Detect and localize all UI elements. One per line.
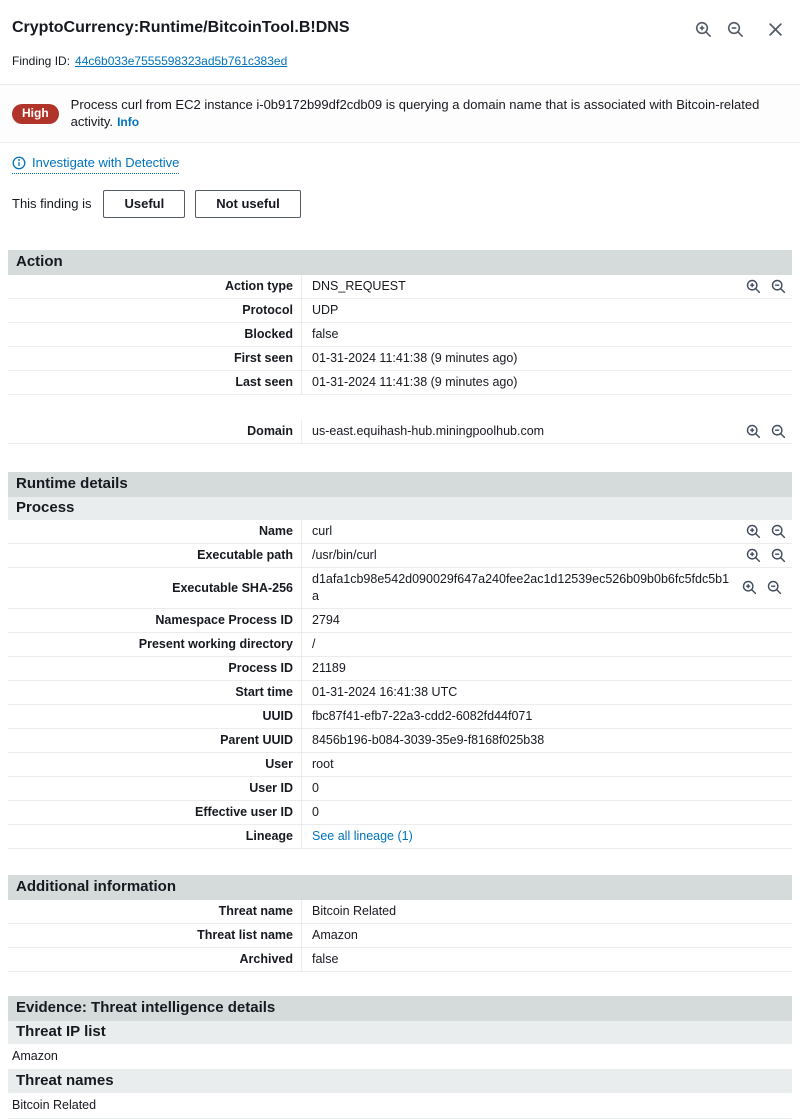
zoom-out-icon: [771, 279, 786, 294]
additional-information-header: Additional information: [8, 875, 792, 900]
zoom-out-icon: [771, 424, 786, 439]
action-section: [8, 250, 792, 444]
row-label: Name: [8, 520, 302, 543]
info-link[interactable]: Info: [117, 115, 140, 129]
row-icon-group: [746, 524, 792, 539]
row-label: UUID: [8, 705, 302, 728]
finding-description-text: Process curl from EC2 instance i-0b9172b99df2cdb09 is querying a domain name that is associated with Bitcoin-related activity.: [70, 97, 760, 129]
table-row: [8, 777, 792, 801]
zoom-in-icon: [746, 424, 761, 439]
table-row: [8, 900, 792, 924]
table-row: [8, 347, 792, 371]
not-useful-button[interactable]: Not useful: [195, 190, 301, 218]
table-row: [8, 520, 792, 544]
table-row: [8, 948, 792, 972]
finding-id-row: [12, 54, 788, 68]
row-label: Action type: [8, 275, 302, 298]
row-value: /usr/bin/curl: [312, 547, 377, 562]
row-label: Domain: [8, 420, 302, 443]
row-value: 01-31-2024 16:41:38 UTC: [312, 684, 458, 699]
row-label: Blocked: [8, 323, 302, 346]
additional-information-section: [8, 875, 792, 972]
row-value: 0: [312, 804, 319, 819]
close-button[interactable]: [766, 20, 784, 38]
zoom-in-icon: [746, 279, 761, 294]
table-row: [8, 609, 792, 633]
row-value: false: [312, 951, 339, 966]
row-value: Bitcoin Related: [312, 903, 397, 918]
panel-header: [0, 0, 800, 68]
row-label: Process ID: [8, 657, 302, 680]
table-row: [8, 275, 792, 299]
zoom-in-button[interactable]: [746, 279, 761, 294]
table-row: [8, 323, 792, 347]
row-value: UDP: [312, 302, 339, 317]
row-spacer: [8, 395, 792, 420]
row-label: Present working directory: [8, 633, 302, 656]
zoom-in-button[interactable]: [746, 524, 761, 539]
row-label: Executable path: [8, 544, 302, 567]
row-value: DNS_REQUEST: [312, 278, 406, 293]
row-label: Last seen: [8, 371, 302, 394]
zoom-out-button[interactable]: [726, 20, 744, 38]
finding-description: [71, 96, 788, 131]
zoom-out-icon: [767, 580, 782, 595]
table-row: [8, 705, 792, 729]
row-value: fbc87f41-efb7-22a3-cdd2-6082fd44f071: [312, 708, 533, 723]
threat-names-header: Threat names: [8, 1070, 792, 1093]
lineage-link[interactable]: See all lineage (1): [312, 828, 413, 843]
table-row: [8, 544, 792, 568]
investigate-row: [12, 155, 788, 175]
row-value: us-east.equihash-hub.miningpoolhub.com: [312, 423, 545, 438]
feedback-label: This finding is: [12, 196, 92, 211]
row-label: User ID: [8, 777, 302, 800]
runtime-details-section: [8, 472, 792, 849]
useful-button[interactable]: Useful: [103, 190, 185, 218]
row-label: Threat name: [8, 900, 302, 923]
row-label: First seen: [8, 347, 302, 370]
row-value: 0: [312, 780, 319, 795]
zoom-out-button[interactable]: [771, 524, 786, 539]
finding-id-link[interactable]: 44c6b033e7555598323ad5b761c383ed: [75, 54, 288, 68]
domain-rows: [8, 420, 792, 444]
feedback-row: [12, 190, 788, 218]
investigate-with-detective-link[interactable]: [12, 155, 179, 174]
zoom-out-button[interactable]: [771, 424, 786, 439]
row-icon-group: [746, 424, 792, 439]
row-icon-group: [742, 580, 788, 595]
row-value: d1afa1cb98e542d090029f647a240fee2ac1d12539ec526b09b0b6fc5fdc5b1a: [312, 571, 730, 603]
zoom-out-icon: [771, 524, 786, 539]
table-row: [8, 633, 792, 657]
page-title: CryptoCurrency:Runtime/BitcoinTool.B!DNS: [12, 19, 350, 36]
zoom-out-icon: [727, 21, 744, 38]
zoom-in-icon: [746, 548, 761, 563]
table-row: [8, 299, 792, 323]
table-row: [8, 924, 792, 948]
row-icon-group: [746, 279, 792, 294]
table-row: [8, 825, 792, 849]
zoom-out-icon: [771, 548, 786, 563]
zoom-out-button[interactable]: [771, 279, 786, 294]
evidence-section-header: Evidence: Threat intelligence details: [8, 996, 792, 1021]
zoom-in-button[interactable]: [746, 424, 761, 439]
row-value: [302, 825, 786, 848]
zoom-in-icon: [742, 580, 757, 595]
row-value: 8456b196-b084-3039-35e9-f8168f025b38: [312, 732, 545, 747]
zoom-out-button[interactable]: [767, 580, 782, 595]
row-value: 01-31-2024 11:41:38 (9 minutes ago): [312, 374, 518, 389]
row-label: User: [8, 753, 302, 776]
info-circle-icon: [12, 156, 26, 170]
header-icon-group: [694, 18, 788, 38]
table-row: [8, 681, 792, 705]
process-rows: [8, 520, 792, 849]
table-row: [8, 657, 792, 681]
zoom-in-button[interactable]: [742, 580, 757, 595]
row-value: 2794: [312, 612, 340, 627]
row-label: Archived: [8, 948, 302, 971]
row-label: Namespace Process ID: [8, 609, 302, 632]
table-row: [8, 801, 792, 825]
row-label: Start time: [8, 681, 302, 704]
action-section-header: Action: [8, 250, 792, 275]
table-row: [8, 371, 792, 395]
runtime-details-header: Runtime details: [8, 472, 792, 497]
finding-id-label: Finding ID:: [12, 54, 71, 68]
zoom-in-button[interactable]: [746, 548, 761, 563]
table-row: [8, 420, 792, 444]
zoom-in-icon: [746, 524, 761, 539]
zoom-in-button[interactable]: [694, 20, 712, 38]
zoom-out-button[interactable]: [771, 548, 786, 563]
threat-ip-list-value: Amazon: [8, 1044, 792, 1070]
row-label: Parent UUID: [8, 729, 302, 752]
severity-badge: High: [12, 104, 59, 124]
additional-information-rows: [8, 900, 792, 972]
row-label: Protocol: [8, 299, 302, 322]
row-value: false: [312, 326, 339, 341]
row-value: 21189: [312, 660, 346, 675]
row-label: Executable SHA-256: [8, 568, 302, 608]
row-value: Amazon: [312, 927, 358, 942]
table-row: [8, 568, 792, 609]
threat-ip-list-header: Threat IP list: [8, 1021, 792, 1044]
process-subsection-header: Process: [8, 497, 792, 520]
severity-banner: [0, 84, 800, 143]
investigate-link-label: Investigate with Detective: [32, 155, 180, 170]
row-icon-group: [746, 548, 792, 563]
row-value: 01-31-2024 11:41:38 (9 minutes ago): [312, 350, 518, 365]
table-row: [8, 729, 792, 753]
threat-names-value: Bitcoin Related: [8, 1093, 792, 1119]
evidence-section: [8, 996, 792, 1119]
row-value: curl: [312, 523, 333, 538]
row-label: Threat list name: [8, 924, 302, 947]
action-rows: [8, 275, 792, 395]
zoom-in-icon: [695, 21, 712, 38]
table-row: [8, 753, 792, 777]
close-icon: [768, 22, 783, 37]
row-label: Lineage: [8, 825, 302, 848]
row-label: Effective user ID: [8, 801, 302, 824]
row-value: root: [312, 756, 334, 771]
row-value: /: [312, 636, 316, 651]
